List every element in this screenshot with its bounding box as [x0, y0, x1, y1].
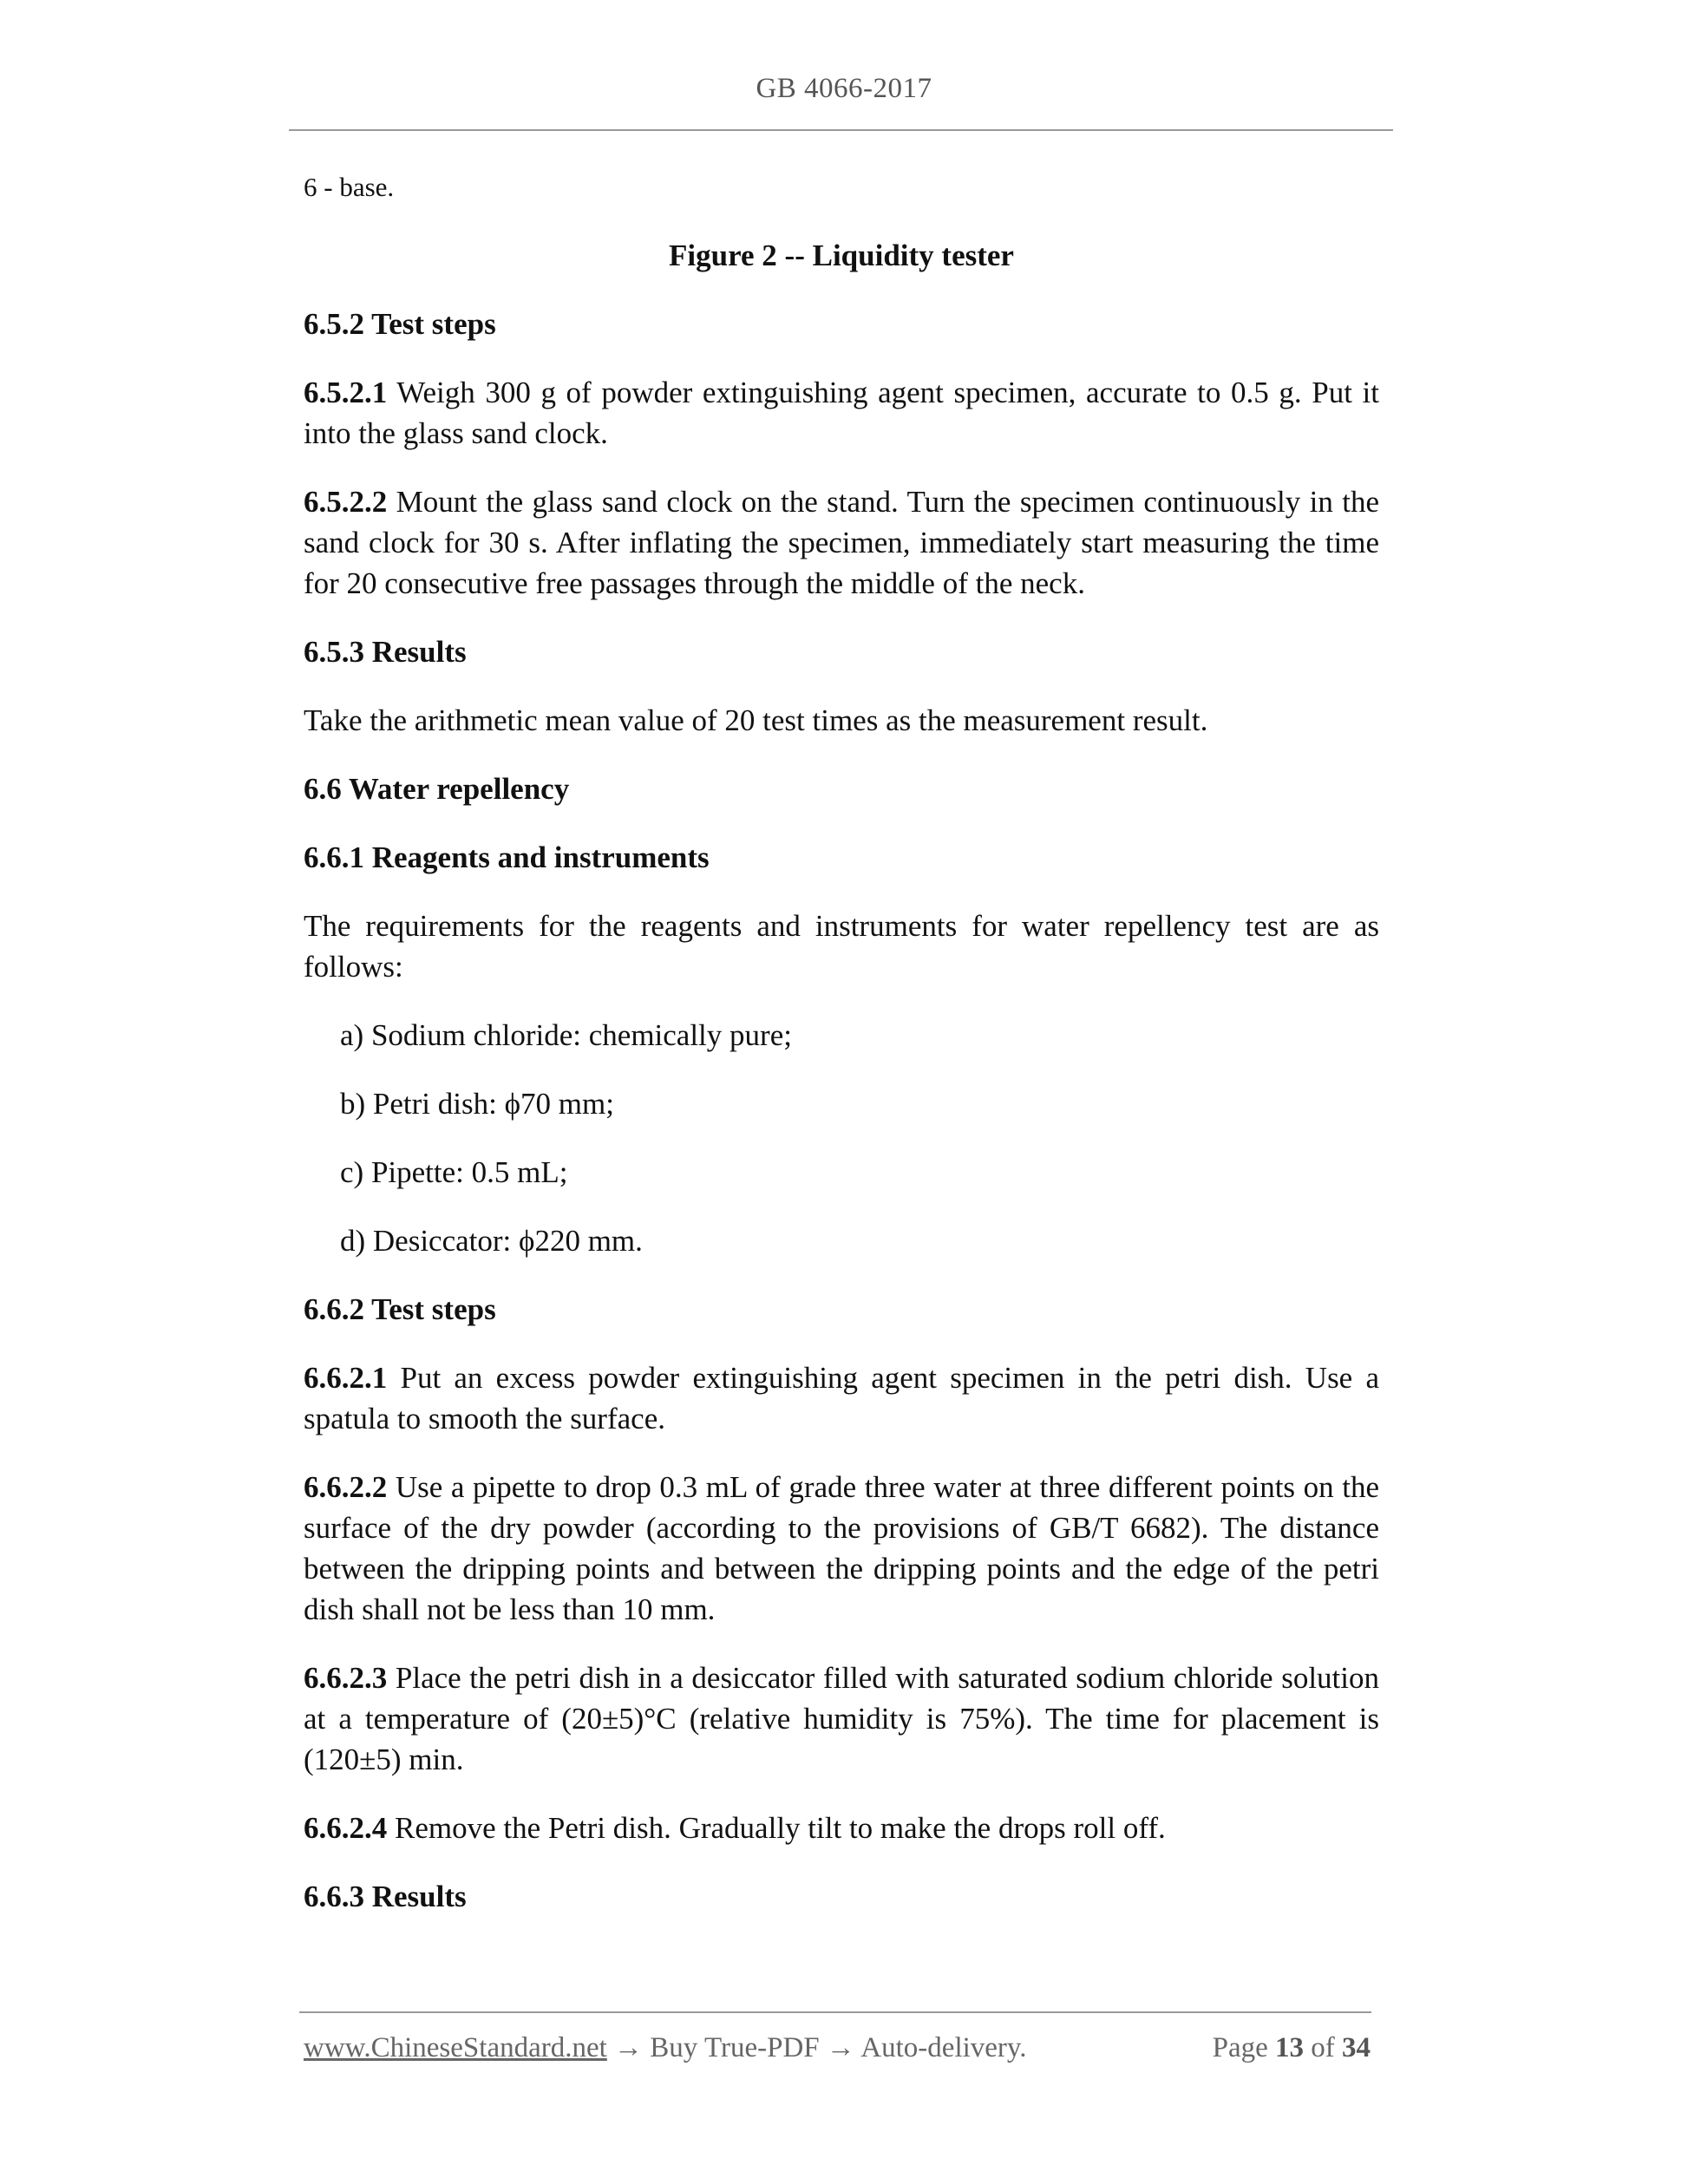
- total-pages: 34: [1342, 2032, 1371, 2063]
- section-heading-6-6-2: 6.6.2 Test steps: [304, 1292, 496, 1326]
- current-page: 13: [1275, 2032, 1304, 2063]
- page-number: [1213, 2032, 1371, 2064]
- clause-6-6-2-1: [304, 1357, 1379, 1439]
- clause-6-6-2-4: [304, 1808, 1379, 1848]
- clause-number: 6.6.2.4: [304, 1811, 388, 1845]
- clause-6-5-2-1: [304, 372, 1379, 454]
- clause-text: Place the petri dish in a desiccator filled with saturated sodium chloride solution at a temperature of (20±5)°C (relative humidity is 75%). The time for placement is (120±5) min.: [304, 1661, 1379, 1776]
- section-heading-6-6-3: 6.6.3 Results: [304, 1880, 467, 1913]
- clause-text: Mount the glass sand clock on the stand. Turn the specimen continuously in the sand clock for 30 s. After inflating the specimen, immediately start measuring the time for 20 consecutive free passages through the middle of the neck.: [304, 485, 1379, 600]
- list-item: b) Petri dish: ϕ70 mm;: [340, 1087, 614, 1121]
- document-header: GB 4066-2017: [756, 73, 932, 104]
- clause-number: 6.6.2.3: [304, 1661, 388, 1695]
- list-item: c) Pipette: 0.5 mL;: [340, 1155, 568, 1189]
- clause-number: 6.5.2.2: [304, 485, 388, 519]
- clause-6-6-2-3: [304, 1658, 1379, 1780]
- clause-number: 6.5.2.1: [304, 376, 388, 409]
- page-of-label: of: [1304, 2032, 1342, 2063]
- page-label: Page: [1212, 2032, 1275, 2063]
- clause-text: Use a pipette to drop 0.3 mL of grade three water at three different points on the surface of the dry powder (according to the provisions of GB/T 6682). The distance between the dripping points and between the dripping points and the edge of the petri dish shall not be less than 10 mm.: [304, 1470, 1379, 1626]
- clause-number: 6.6.2.2: [304, 1470, 388, 1504]
- list-item: d) Desiccator: ϕ220 mm.: [340, 1224, 643, 1258]
- clause-text: Remove the Petri dish. Gradually tilt to make the drops roll off.: [387, 1811, 1166, 1845]
- clause-text: Weigh 300 g of powder extinguishing agent specimen, accurate to 0.5 g. Put it into the glass sand clock.: [304, 376, 1379, 450]
- clause-6-6-2-2: [304, 1467, 1379, 1630]
- header-divider: [289, 129, 1393, 131]
- clause-6-5-2-2: [304, 481, 1379, 604]
- section-heading-6-5-2: 6.5.2 Test steps: [304, 307, 496, 341]
- footer-promo: [304, 2032, 1027, 2064]
- page-content: [304, 167, 1379, 1917]
- section-heading-6-6-1: 6.6.1 Reagents and instruments: [304, 840, 710, 874]
- figure-legend-item: 6 - base.: [304, 172, 395, 202]
- section-heading-6-5-3: 6.5.3 Results: [304, 635, 467, 669]
- paragraph-6-6-1: The requirements for the reagents and instruments for water repellency test are as follows:: [304, 909, 1379, 984]
- footer-divider: [299, 2011, 1371, 2013]
- website-link[interactable]: www.ChineseStandard.net: [304, 2032, 607, 2063]
- clause-text: Put an excess powder extinguishing agent specimen in the petri dish. Use a spatula to smooth the surface.: [304, 1361, 1379, 1435]
- paragraph-6-5-3: Take the arithmetic mean value of 20 test times as the measurement result.: [304, 703, 1208, 737]
- list-item: a) Sodium chloride: chemically pure;: [340, 1018, 792, 1052]
- footer-tagline: → Buy True-PDF → Auto-delivery.: [606, 2032, 1027, 2063]
- figure-caption: Figure 2 -- Liquidity tester: [669, 239, 1014, 272]
- clause-number: 6.6.2.1: [304, 1361, 388, 1395]
- section-heading-6-6: 6.6 Water repellency: [304, 772, 570, 806]
